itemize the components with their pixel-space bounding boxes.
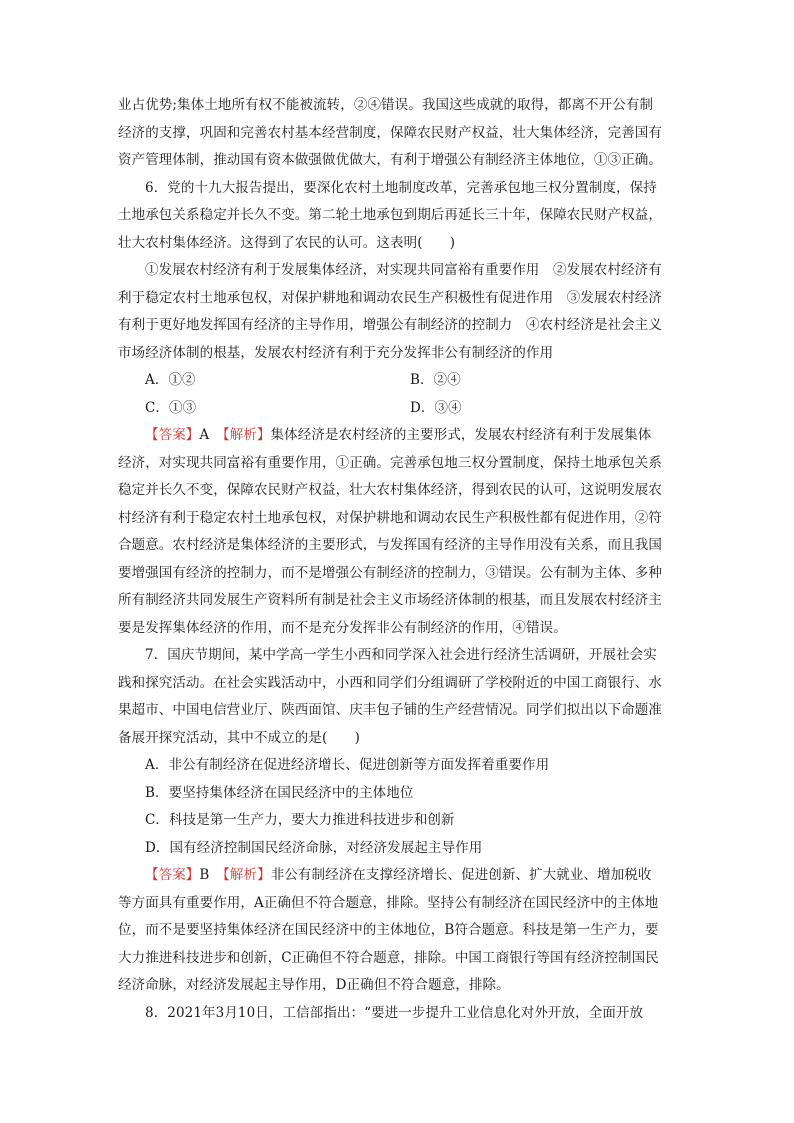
statement-line: 市场经济体制的根基，发展农村经济有利于充分发挥非公有制经济的作用 [118,344,554,361]
analysis-line: 大力推进科技进步和创新，C正确但不符合题意，排除。中国工商银行等国有经济控制国民 [118,949,659,966]
option-d: D．③④ [410,399,462,416]
answer-tag: 【答案】 [145,867,200,883]
question-stem-line: 土地承包关系稳定并长久不变。第二轮土地承包到期后再延长三十年，保障农民财产权益， [118,207,662,223]
text-line: 资产管理体制，推动国有资本做强做优做大，有利于增强公有制经济主体地位，①③正确。 [118,152,662,168]
option-b: B．②④ [410,372,461,388]
answer-tag: 【答案】 [145,427,200,443]
question-stem-line: 壮大农村集体经济。这得到了农民的认可。这表明( ) [118,234,456,251]
analysis-line: 合题意。农村经济是集体经济的主要形式，与发挥国有经济的主导作用没有关系，而且我国 [118,537,662,553]
answer-value: A [199,427,210,443]
question-stem-line: 果超市、中国电信营业厅、陕西面馆、庆丰包子铺的生产经营情况。同学们拟出以下命题准 [118,702,662,718]
question-6 [118,175,682,643]
option-row [118,395,682,423]
answer-line [118,862,682,890]
analysis-tag: 【解析】 [222,427,271,443]
analysis-line: 要是发挥集体经济的作用，而不是充分发挥非公有制经济的作用，④错误。 [118,619,567,636]
analysis-line: 所有制经济共同发展生产资料所有制是社会主义市场经济体制的根基，而且发展农村经济主 [118,592,662,608]
analysis-line: 位，而不是要坚持集体经济在国民经济中的主体地位，B符合题意。科技是第一生产力，要 [118,922,659,938]
analysis-tag: 【解析】 [223,867,271,883]
analysis-line: 经济命脉，对经济发展起主导作用，D正确但不符合题意，排除。 [118,977,510,993]
option-row [118,367,682,395]
option-b: B．要坚持集体经济在国民经济中的主体地位 [145,784,414,801]
question-stem-line: 践和探究活动。在社会实践活动中，小西和同学们分组调研了学校附近的中国工商银行、水 [118,674,662,691]
analysis-line: 等方面具有重要作用，A正确但不符合题意，排除。坚持公有制经济在国民经济中的主体地 [118,894,659,911]
question-stem-line: 7．国庆节期间，某中学高一学生小西和同学深入社会进行经济生活调研，开展社会实 [145,647,657,663]
text-line: 经济的支撑，巩固和完善农村基本经营制度，保障农民财产权益，壮大集体经济，完善国有 [118,124,662,141]
analysis-line: 村经济有利于稳定农村土地承包权，对保护耕地和调动农民生产积极性都有促进作用，②符 [118,509,662,526]
analysis-line: 稳定并长久不变，保障农民财产权益，壮大农村集体经济，得到农民的认可，这说明发展农 [118,482,662,498]
analysis-text: 非公有制经济在支撑经济增长、促进创新、扩大就业、增加税收 [270,867,652,883]
statement-line: 利于稳定农村土地承包权，对保护耕地和调动农民生产积极性有促进作用 ③发展农村经济 [118,289,662,306]
analysis-text: 集体经济是农村经济的主要形式，发展农村经济有利于发展集体 [270,427,652,443]
document-page [118,92,682,1027]
analysis-line: 要增强国有经济的控制力，而不是增强公有制经济的控制力，③错误。公有制为主体、多种 [118,564,662,581]
question-8 [118,1000,682,1028]
question-stem-line: 8．2021年3月10日，工信部指出：“要进一步提升工业信息化对外开放，全面开放 [145,1004,644,1021]
analysis-line: 经济，对实现共同富裕有重要作用，①正确。完善承包地三权分置制度，保持土地承包关系 [118,454,662,471]
answer-value: B [199,867,210,883]
statement-line: 有利于更好地发挥国有经济的主导作用，增强公有制经济的控制力 ④农村经济是社会主义 [118,317,662,333]
previous-analysis-continuation [118,92,682,175]
option-d: D．国有经济控制国民经济命脉，对经济发展起主导作用 [145,839,483,856]
statement-line: ①发展农村经济有利于发展集体经济，对实现共同富裕有重要作用 ②发展农村经济有 [145,262,662,278]
option-c: C．①③ [145,399,197,416]
question-stem-line: 6．党的十九大报告提出，要深化农村土地制度改革，完善承包地三权分置制度，保持 [145,179,657,196]
text-line: 业占优势;集体土地所有权不能被流转，②④错误。我国这些成就的取得，都离不开公有制 [118,97,654,113]
option-c: C．科技是第一生产力，要大力推进科技进步和创新 [145,812,455,828]
option-a: A．非公有制经济在促进经济增长、促进创新等方面发挥着重要作用 [145,757,550,773]
question-7 [118,642,682,1000]
option-a: A．①② [145,372,196,388]
question-stem-line: 备展开探究活动，其中不成立的是( ) [118,729,360,746]
answer-line [118,422,682,450]
